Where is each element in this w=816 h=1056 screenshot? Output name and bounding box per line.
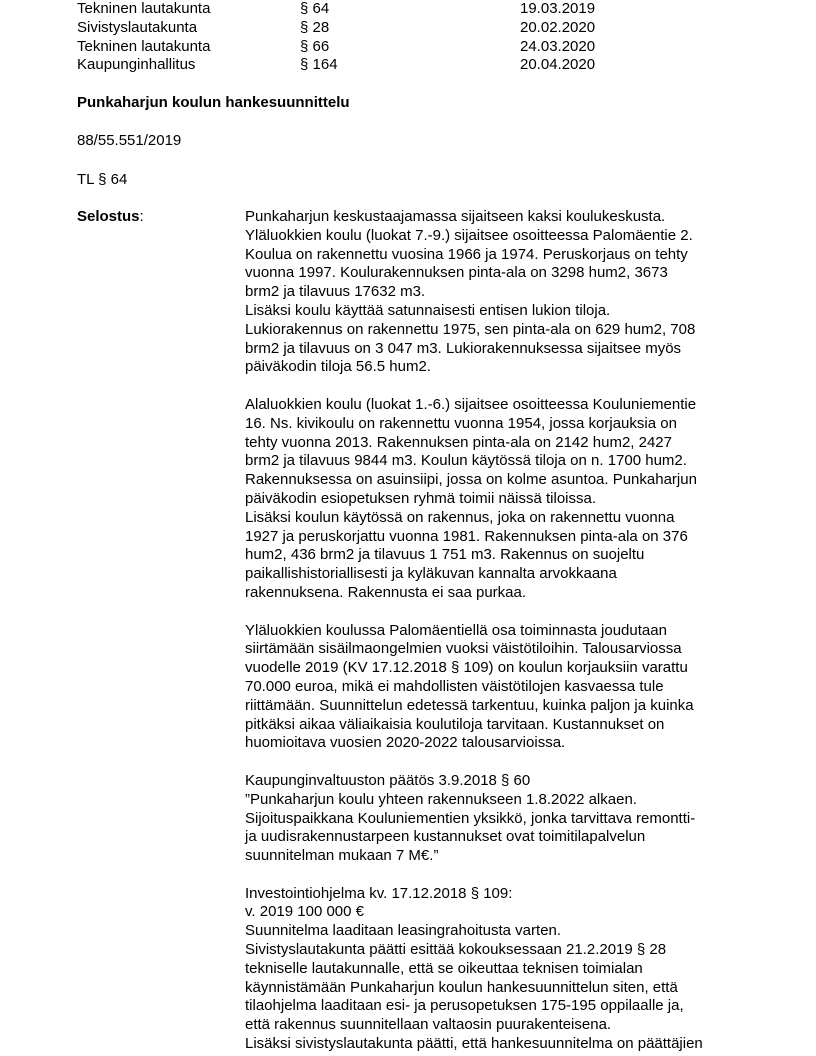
paragraph (245, 622, 805, 754)
paragraph-line: riittämään. Suunnittelun edetessä tarkentuu, kuinka paljon ja kuinka (245, 696, 694, 714)
paragraph-gap (245, 377, 805, 396)
paragraph-line: vuodelle 2019 (KV 17.12.2018 § 109) on koulun korjauksiin varattu (245, 659, 688, 677)
history-date: 20.04.2020 (520, 56, 596, 74)
history-section: § 164 (300, 56, 338, 74)
diary-number: 88/55.551/2019 (77, 132, 182, 149)
paragraph-line: brm2 ja tilavuus 9844 m3. Koulun käytössä tiloja on n. 1700 hum2. (245, 452, 687, 470)
paragraph-gap (245, 753, 805, 772)
paragraph (245, 396, 805, 603)
paragraph-line: Lisäksi koulun käytössä on rakennus, joka on rakennettu vuonna (245, 508, 675, 526)
paragraph-line: 70.000 euroa, mikä ei mahdollisten väistötilojen kasvaessa tule (245, 677, 664, 695)
section-label-text: Selostus (77, 208, 140, 225)
paragraph-line: käynnistämään Punkaharjun koulun hankesuunnittelun siten, että (245, 978, 678, 996)
paragraph-line: suunnitelman mukaan 7 M€.” (245, 847, 439, 865)
paragraph-line: brm2 ja tilavuus on 3 047 m3. Lukiorakennuksessa sijaitsee myös (245, 339, 682, 357)
paragraph-line: Suunnitelma laaditaan leasingrahoitusta varten. (245, 922, 562, 940)
paragraph-line: Yläluokkien koulussa Palomäentiellä osa toiminnasta joudutaan (245, 621, 667, 639)
history-date: 19.03.2019 (520, 0, 596, 17)
history-body: Kaupunginhallitus (77, 56, 196, 74)
paragraph-line: Lisäksi sivistyslautakunta päätti, että hankesuunnitelma on päättäjien (245, 1035, 703, 1053)
paragraph-line: Alaluokkien koulu (luokat 1.-6.) sijaitsee osoitteessa Kouluniementie (245, 395, 697, 413)
paragraph-line: hum2, 436 brm2 ja tilavuus 1 751 m3. Rakennus on suojeltu (245, 546, 645, 564)
paragraph-line: Rakennuksessa on asuinsiipi, jossa on kolme asuntoa. Punkaharjun (245, 471, 697, 489)
paragraph-line: Punkaharjun keskustaajamassa sijaitseen kaksi koulukeskusta. (245, 208, 666, 225)
paragraph-line: Investointiohjelma kv. 17.12.2018 § 109: (245, 884, 513, 902)
paragraph (245, 772, 805, 866)
history-date: 24.03.2020 (520, 37, 596, 55)
history-date: 20.02.2020 (520, 18, 596, 36)
section-label (77, 208, 144, 227)
paragraph-line: päiväkodin esiopetuksen ryhmä toimii näissä tiloissa. (245, 489, 597, 507)
paragraph-line: 1927 ja peruskorjattu vuonna 1981. Rakennuksen pinta-ala on 376 (245, 527, 688, 545)
paragraph-line: Sijoituspaikkana Kouluniementien yksikkö, jonka tarvittava remontti- (245, 809, 696, 827)
paragraph-line: Lukiorakennus on rakennettu 1975, sen pinta-ala on 629 hum2, 708 (245, 320, 696, 338)
paragraph-line: Koulua on rakennettu vuosina 1966 ja 1974. Peruskorjaus on tehty (245, 245, 688, 263)
paragraph-line: vuonna 1997. Koulurakennuksen pinta-ala on 3298 hum2, 3673 (245, 264, 668, 282)
history-body: Sivistyslautakunta (77, 18, 198, 36)
paragraph-line: että rakennus suunnitellaan valtaosin puurakenteisena. (245, 1016, 612, 1034)
paragraph-line: päiväkodin tiloja 56.5 hum2. (245, 358, 431, 376)
paragraph-line: Yläluokkien koulu (luokat 7.-9.) sijaitsee osoitteessa Palomäentie 2. (245, 226, 693, 244)
paragraph-gap (245, 603, 805, 622)
history-section: § 66 (300, 37, 330, 55)
history-body: Tekninen lautakunta (77, 0, 211, 17)
paragraph-line: Sivistyslautakunta päätti esittää kokouksessaan 21.2.2019 § 28 (245, 941, 667, 959)
paragraph-line: pitkäksi aikaa väliaikaisia koulutiloja tarvitaan. Kustannukset on (245, 715, 665, 733)
history-body: Tekninen lautakunta (77, 37, 211, 55)
paragraph-gap (245, 866, 805, 885)
paragraph-line: Lisäksi koulu käyttää satunnaisesti entisen lukion tiloja. (245, 301, 611, 319)
section-label-colon: : (139, 208, 144, 225)
explanation-body (245, 208, 805, 1054)
history-section: § 64 (300, 0, 330, 17)
paragraph-line: huomioitava vuosien 2020-2022 talousarvioissa. (245, 734, 566, 752)
paragraph-line: brm2 ja tilavuus 17632 m3. (245, 283, 426, 301)
paragraph-line: 16. Ns. kivikoulu on rakennettu vuonna 1954, jossa korjauksia on (245, 414, 677, 432)
history-section: § 28 (300, 18, 330, 36)
document-title: Punkaharjun koulun hankesuunnittelu (77, 94, 350, 111)
paragraph-line: tehty vuonna 2013. Rakennuksen pinta-ala on 2142 hum2, 2427 (245, 433, 672, 451)
paragraph-line: ja uudisrakennustarpeen kustannukset ovat toimitilapalvelun (245, 828, 646, 846)
paragraph-line: paikallishistoriallisesti ja kyläkuvan kannalta arvokkaana (245, 565, 617, 583)
paragraph-line: ”Punkaharjun koulu yhteen rakennukseen 1.8.2022 alkaen. (245, 790, 637, 808)
paragraph-line: rakennuksena. Rakennusta ei saa purkaa. (245, 583, 527, 601)
paragraph (245, 885, 805, 1054)
paragraph-line: tekniselle lautakunnalle, että se oikeuttaa teknisen toimialan (245, 959, 643, 977)
paragraph-line: siirtämään sisäilmaongelmien vuoksi väistötiloihin. Talousarviossa (245, 640, 682, 658)
tl-section: TL § 64 (77, 171, 128, 188)
paragraph (245, 208, 805, 377)
paragraph-line: tilaohjelma laaditaan esi- ja perusopetuksen 175-195 oppilaalle ja, (245, 997, 684, 1015)
paragraph-line: Kaupunginvaltuuston päätös 3.9.2018 § 60 (245, 771, 531, 789)
paragraph-line: v. 2019 100 000 € (245, 903, 364, 921)
